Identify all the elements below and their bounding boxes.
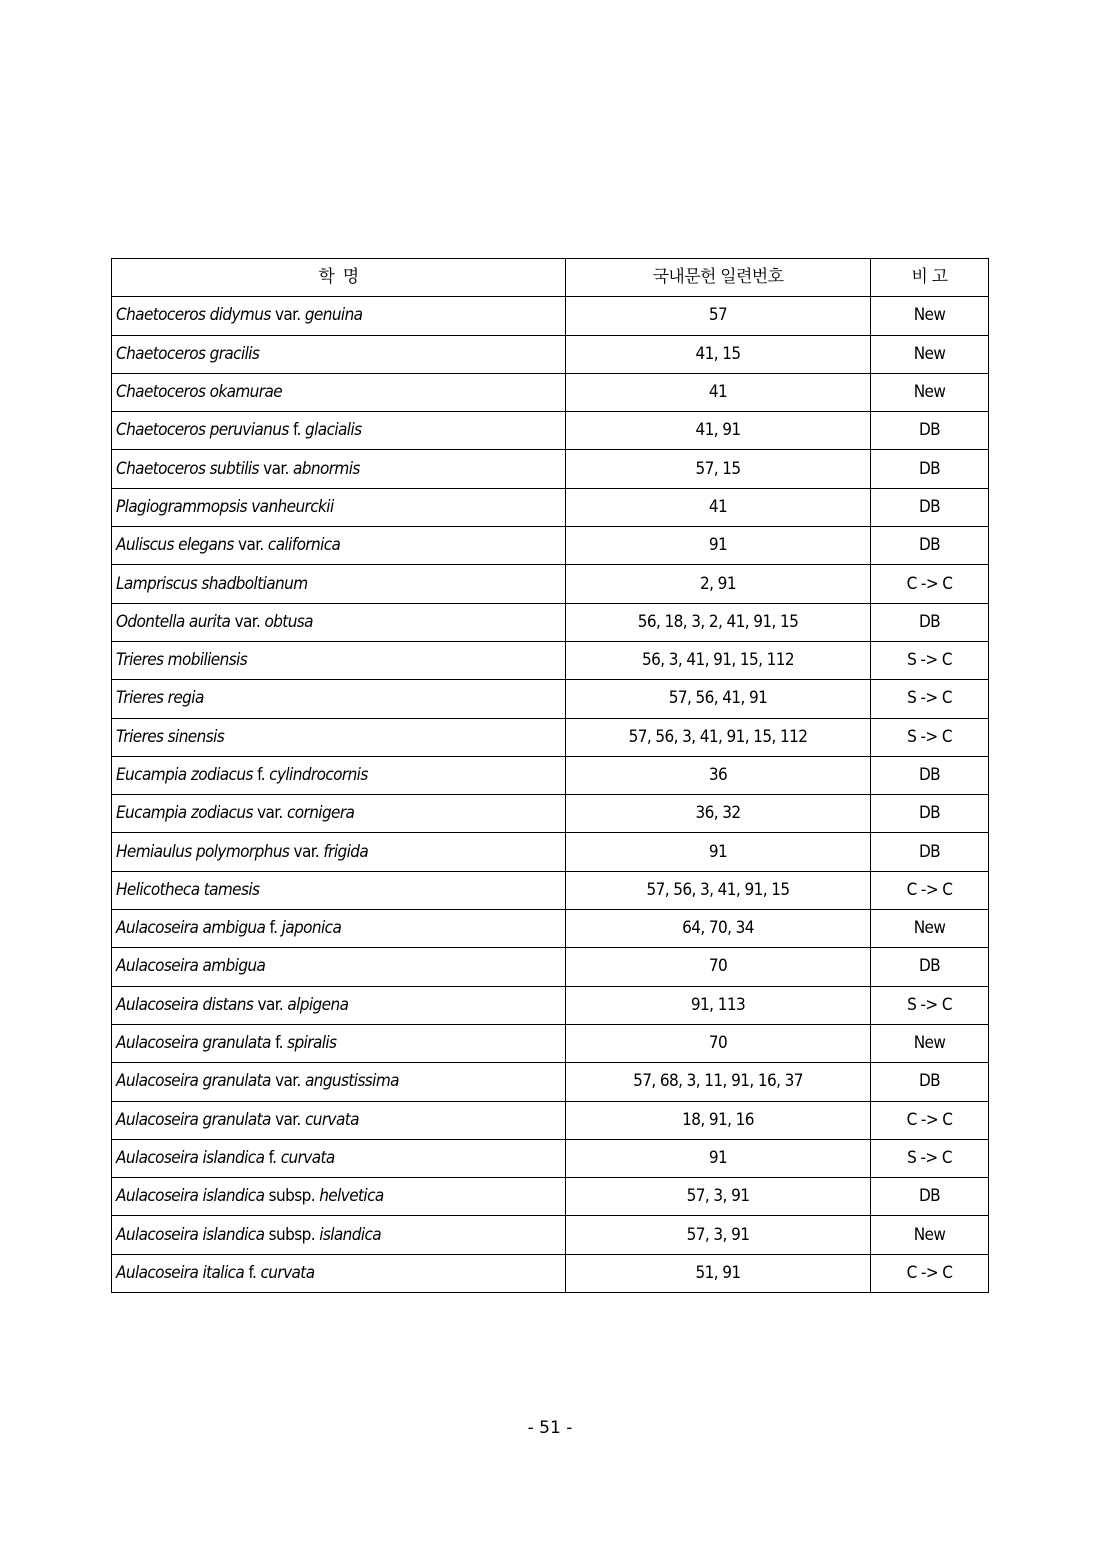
taxon-name-part: cornigera [286, 803, 355, 824]
reference-numbers-cell: 56, 18, 3, 2, 41, 91, 15 [566, 603, 871, 641]
rank-abbreviation: var. [252, 803, 287, 824]
remarks-cell: New [871, 297, 989, 335]
scientific-name-cell [112, 1254, 566, 1292]
taxon-name-part: Hemiaulus polymorphus [116, 841, 290, 862]
page-number: - 51 - [527, 1418, 573, 1438]
scientific-name-cell [112, 948, 566, 986]
scientific-name-cell [112, 488, 566, 526]
reference-numbers-cell: 70 [566, 948, 871, 986]
scientific-name-cell [112, 833, 566, 871]
table-row [112, 1216, 989, 1254]
reference-numbers-cell: 57, 15 [566, 450, 871, 488]
taxon-name-part: Chaetoceros gracilis [116, 343, 260, 364]
reference-numbers-cell: 41 [566, 488, 871, 526]
rank-abbreviation: subsp. [264, 1186, 320, 1207]
taxon-name-part: Odontella aurita [116, 611, 231, 632]
scientific-name-cell [112, 1063, 566, 1101]
taxon-name-part: curvata [260, 1262, 315, 1283]
scientific-name-cell [112, 450, 566, 488]
taxon-name-part: Aulacoseira islandica [116, 1224, 265, 1245]
remarks-cell: S -> C [871, 718, 989, 756]
rank-abbreviation: var. [289, 841, 324, 862]
reference-numbers-cell: 18, 91, 16 [566, 1101, 871, 1139]
reference-numbers-cell: 57 [566, 297, 871, 335]
remarks-cell: New [871, 1216, 989, 1254]
rank-abbreviation: f. [252, 765, 270, 785]
scientific-name-cell [112, 641, 566, 679]
taxon-name-part: Aulacoseira granulata [116, 1033, 271, 1054]
taxon-name-part: Aulacoseira granulata [116, 1109, 271, 1130]
scientific-name-cell [112, 680, 566, 718]
rank-abbreviation: f. [288, 420, 306, 441]
taxon-name-part: cylindrocornis [269, 765, 368, 785]
reference-numbers-cell: 41, 91 [566, 412, 871, 450]
header-scientific-name: 학 명 [112, 259, 566, 297]
table-row [112, 1024, 989, 1062]
table-row [112, 603, 989, 641]
taxon-name-part: Auliscus elegans [116, 535, 234, 556]
reference-numbers-cell: 91 [566, 1139, 871, 1177]
table-body [112, 297, 989, 1293]
rank-abbreviation: var. [233, 535, 268, 556]
table-row [112, 373, 989, 411]
reference-numbers-cell: 36, 32 [566, 795, 871, 833]
table-header-row [112, 259, 989, 297]
taxon-name-part: Aulacoseira islandica [116, 1186, 265, 1207]
remarks-cell: S -> C [871, 1139, 989, 1177]
remarks-cell: New [871, 335, 989, 373]
reference-numbers-cell: 57, 56, 41, 91 [566, 680, 871, 718]
remarks-cell: DB [871, 948, 989, 986]
table-row [112, 680, 989, 718]
scientific-name-cell [112, 335, 566, 373]
table-row [112, 1101, 989, 1139]
reference-numbers-cell: 70 [566, 1024, 871, 1062]
remarks-cell: DB [871, 450, 989, 488]
rank-abbreviation: f. [270, 1033, 288, 1054]
table-row [112, 1139, 989, 1177]
table-row [112, 412, 989, 450]
remarks-cell: DB [871, 412, 989, 450]
remarks-cell: DB [871, 833, 989, 871]
scientific-name-cell [112, 910, 566, 948]
taxon-name-part: abnormis [293, 458, 360, 479]
taxon-name-part: curvata [280, 1147, 335, 1168]
table-row [112, 871, 989, 909]
taxon-name-part: helvetica [319, 1186, 384, 1207]
taxon-name-part: Aulacoseira islandica [116, 1147, 265, 1168]
scientific-name-cell [112, 1178, 566, 1216]
reference-numbers-cell: 57, 3, 91 [566, 1178, 871, 1216]
taxon-name-part: genuina [304, 305, 363, 326]
reference-numbers-cell: 2, 91 [566, 565, 871, 603]
taxon-name-part: Aulacoseira italica [116, 1262, 245, 1283]
table-row [112, 795, 989, 833]
remarks-cell: DB [871, 1178, 989, 1216]
scientific-name-cell [112, 603, 566, 641]
taxon-name-part: Chaetoceros subtilis [116, 458, 259, 479]
reference-numbers-cell: 57, 56, 3, 41, 91, 15, 112 [566, 718, 871, 756]
taxon-name-part: alpigena [287, 994, 349, 1015]
header-remarks: 비 고 [871, 259, 989, 297]
scientific-name-cell [112, 986, 566, 1024]
scientific-name-cell [112, 718, 566, 756]
rank-abbreviation: f. [264, 1147, 281, 1168]
taxon-name-part: Eucampia zodiacus [116, 765, 253, 785]
remarks-cell: S -> C [871, 986, 989, 1024]
taxon-name-part: Chaetoceros okamurae [116, 382, 283, 403]
remarks-cell: DB [871, 1063, 989, 1101]
header-reference-numbers: 국내문헌 일련번호 [566, 259, 871, 297]
table-row [112, 1254, 989, 1292]
table-row [112, 297, 989, 335]
scientific-name-cell [112, 1216, 566, 1254]
table-row [112, 335, 989, 373]
taxon-name-part: Chaetoceros peruvianus [116, 420, 289, 441]
table-row [112, 833, 989, 871]
reference-numbers-cell: 91, 113 [566, 986, 871, 1024]
scientific-name-cell [112, 1139, 566, 1177]
remarks-cell: C -> C [871, 871, 989, 909]
scientific-name-cell [112, 1101, 566, 1139]
scientific-name-cell [112, 871, 566, 909]
rank-abbreviation: var. [270, 1071, 305, 1092]
taxon-name-part: Trieres sinensis [116, 726, 225, 747]
table-row [112, 1178, 989, 1216]
rank-abbreviation: var. [230, 611, 265, 632]
taxon-name-part: islandica [319, 1224, 382, 1245]
taxon-name-part: Helicotheca tamesis [116, 879, 260, 900]
taxon-name-part: Trieres mobiliensis [116, 650, 248, 671]
taxon-name-part: Eucampia zodiacus [116, 803, 253, 824]
taxon-name-part: Plagiogrammopsis vanheurckii [116, 496, 334, 517]
taxon-name-part: japonica [281, 918, 342, 939]
taxon-name-part: Trieres regia [116, 688, 204, 709]
table-row [112, 986, 989, 1024]
remarks-cell: S -> C [871, 641, 989, 679]
rank-abbreviation: var. [270, 305, 305, 326]
remarks-cell: DB [871, 795, 989, 833]
species-table [111, 258, 989, 1293]
remarks-cell: DB [871, 488, 989, 526]
remarks-cell: DB [871, 603, 989, 641]
reference-numbers-cell: 57, 68, 3, 11, 91, 16, 37 [566, 1063, 871, 1101]
scientific-name-cell [112, 527, 566, 565]
table-row [112, 948, 989, 986]
taxon-name-part: Chaetoceros didymus [116, 305, 271, 326]
remarks-cell: S -> C [871, 680, 989, 718]
scientific-name-cell [112, 795, 566, 833]
taxon-name-part: obtusa [264, 611, 313, 632]
taxon-name-part: spiralis [287, 1033, 337, 1054]
reference-numbers-cell: 41, 15 [566, 335, 871, 373]
table-row [112, 488, 989, 526]
table-row [112, 718, 989, 756]
taxon-name-part: Lampriscus shadboltianum [116, 573, 308, 594]
reference-numbers-cell: 57, 56, 3, 41, 91, 15 [566, 871, 871, 909]
scientific-name-cell [112, 565, 566, 603]
taxon-name-part: curvata [304, 1109, 359, 1130]
taxon-name-part: Aulacoseira ambigua [116, 956, 266, 977]
reference-numbers-cell: 64, 70, 34 [566, 910, 871, 948]
remarks-cell: C -> C [871, 565, 989, 603]
reference-numbers-cell: 91 [566, 833, 871, 871]
table-row [112, 1063, 989, 1101]
reference-numbers-cell: 57, 3, 91 [566, 1216, 871, 1254]
reference-numbers-cell: 41 [566, 373, 871, 411]
rank-abbreviation: var. [270, 1109, 305, 1130]
reference-numbers-cell: 51, 91 [566, 1254, 871, 1292]
scientific-name-cell [112, 373, 566, 411]
reference-numbers-cell: 56, 3, 41, 91, 15, 112 [566, 641, 871, 679]
scientific-name-cell [112, 756, 566, 794]
reference-numbers-cell: 36 [566, 756, 871, 794]
table-row [112, 910, 989, 948]
remarks-cell: C -> C [871, 1254, 989, 1292]
taxon-name-part: glacialis [305, 420, 362, 441]
rank-abbreviation: var. [253, 994, 288, 1015]
rank-abbreviation: f. [244, 1262, 261, 1283]
rank-abbreviation: f. [265, 918, 282, 939]
taxon-name-part: Aulacoseira ambigua [116, 918, 266, 939]
taxon-name-part: Aulacoseira granulata [116, 1071, 271, 1092]
scientific-name-cell [112, 297, 566, 335]
taxon-name-part: angustissima [304, 1071, 399, 1092]
scientific-name-cell [112, 412, 566, 450]
scientific-name-cell [112, 1024, 566, 1062]
remarks-cell: DB [871, 527, 989, 565]
remarks-cell: C -> C [871, 1101, 989, 1139]
table-row [112, 641, 989, 679]
taxon-name-part: Aulacoseira distans [116, 994, 254, 1015]
table-row [112, 565, 989, 603]
taxon-name-part: californica [267, 535, 341, 556]
rank-abbreviation: subsp. [264, 1224, 320, 1245]
table-row [112, 756, 989, 794]
table-row [112, 450, 989, 488]
reference-numbers-cell: 91 [566, 527, 871, 565]
taxon-name-part: frigida [323, 841, 369, 862]
rank-abbreviation: var. [258, 458, 294, 479]
remarks-cell: New [871, 373, 989, 411]
table-row [112, 527, 989, 565]
remarks-cell: New [871, 910, 989, 948]
remarks-cell: New [871, 1024, 989, 1062]
remarks-cell: DB [871, 756, 989, 794]
